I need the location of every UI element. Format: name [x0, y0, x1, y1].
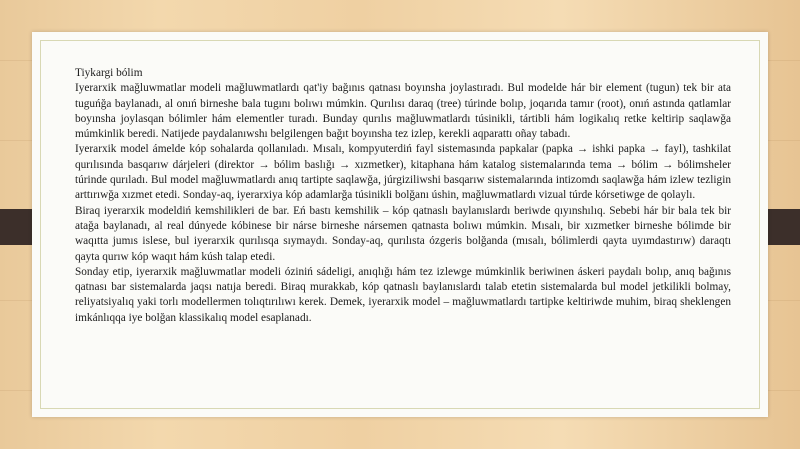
- paragraph-1: Iyerarxik mağluwmatlar modeli mağluwmatlardı qat'iy bağınıs qatnası boyınsha joylastıradı. Bul modelde hár bir element (tugun) tek bir ata tuguńğa baylanadı, al onıń birneshe bala tugını bolıwı múmkin. Qurılısı daraq (tree) túrinde bolıp, joqarıda tamır (root), onıń astında qatlamlar boyınsha joylasqan bólimler hám elementler turadı. Bunday qurılıs mağluwmatlardı túsinikli, tártibli hám logikalıq retke keltirip saqlawğa múmkinlik beredi. Natijede paydalanıwshı belgilengen bağıt boyınsha tez izlep, kerekli aqparattı oñay tabadı.: [75, 82, 731, 141]
- paragraph-2: Iyerarxik model ámelde kóp sohalarda qollanıladı. Mısalı, kompyuterdiń fayl sistemasında papkalar (papka → ishki papka → fayl), tashkilat qurılısında basqarıw dárjeleri (direktor → bólim baslığı → xızmetker), kitaphana hám katalog sistemalarında tema → bólim → bólimsheler túrinde qurıladı. Bul model mağluwmatlardı anıq tartipte saqlawğa, júrgiziliwshi basqarıw sistemalarında intizomdı saqlawğa hám izlew tezligin arttırıwğa xızmet etedi. Sonday-aq, iyerarxiya kóp adamlarğa túsinikli bolğanı úshin, mağluwmatlardı vizual túrde kórsetiwge de qolaylı.: [75, 143, 731, 202]
- slide-page: [32, 32, 768, 417]
- paragraph-3: Biraq iyerarxik modeldiń kemshilikleri de bar. Eń bastı kemshilik – kóp qatnaslı baylanıslardı beriwde qıyınshılıq. Sebebi hár bir bala tek bir atağa baylanadı, al real dúnyede kóbinese bir nárse birneshe nársemen qatnasta bolıwı múmkin. Mısalı, bir xızmetker birneshe bólimde bir waqıtta jumıs islese, bul iyerarxik qurılısqa sıymaydı. Sonday-aq, qurılısta ózgeris bolğanda (mısalı, bólimlerdi qayta uyımdastırıw) daraqtı qayta qurıw kóp waqıt hám kúsh talap etedi.: [75, 204, 731, 263]
- paragraph-4: Sonday etip, iyerarxik mağluwmatlar modeli óziniń sádeligi, anıqlığı hám tez izlewge múmkinlik beriwinen áskeri paydalı bolıp, anıq bağınıs qatnası bar sistemalarda jaqsı natıja beredi. Biraq murakkab, kóp qatnaslı baylanıslardı talab etetin sistemalarda bul model jetkilikli bolmay, reliyatsiyalıq yaki torlı modellermen tolıqtırılıwı kerek. Demek, iyerarxik model – mağluwmatlardı tartipke keltiriwde muhim, biraq sheklengen imkánlıqqa iye bolğan klassikalıq model esaplanadı.: [75, 265, 731, 324]
- section-heading: Tiykargi bólim: [75, 67, 143, 79]
- slide-text: [75, 66, 731, 326]
